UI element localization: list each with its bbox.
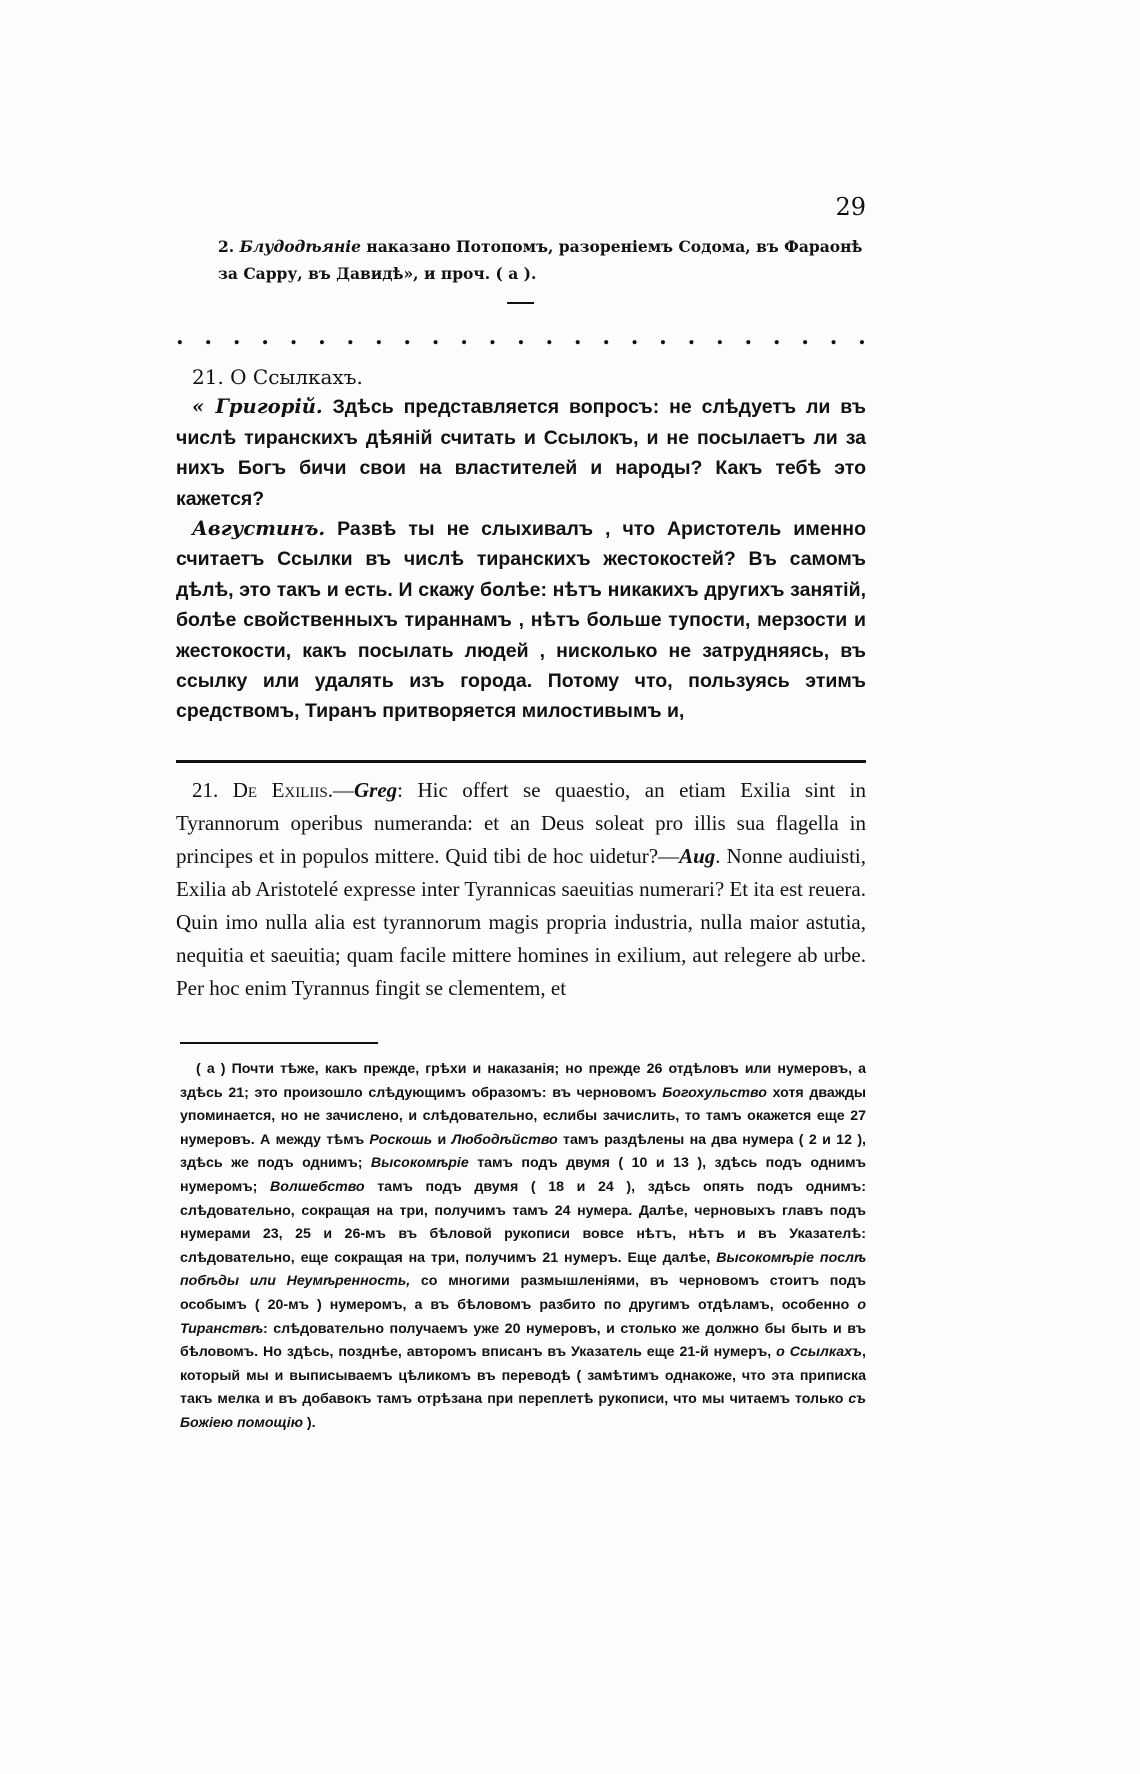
fn-italic: Роскошь bbox=[369, 1131, 433, 1148]
fn-italic: Высокомѣріе bbox=[370, 1155, 469, 1172]
speaker-aug: Aug bbox=[679, 844, 716, 868]
leader-dot: . bbox=[289, 324, 298, 350]
leader-dot: . bbox=[346, 324, 355, 350]
fn-italic: Любодѣйство bbox=[451, 1131, 558, 1148]
leader-dot: . bbox=[659, 324, 667, 350]
fn-text: ( а ) Почти тѣже, какъ прежде, грѣхи и наказанія; но прежде 26 отдѣловъ или нумеровъ, а здѣсь 21; это произошло слѣдующимъ образомъ: въ черновомъ bbox=[180, 1061, 866, 1101]
leader-dot: . bbox=[176, 324, 184, 350]
speaker-augustine: Августинъ. bbox=[192, 517, 326, 541]
footnote-paragraph bbox=[180, 1058, 866, 1436]
leader-dot: . bbox=[602, 324, 610, 350]
item-number: 2. bbox=[218, 237, 240, 256]
fn-text: тамъ раздѣлены на два нумера ( 2 и 12 ), здѣсь же подъ однимъ; bbox=[180, 1131, 866, 1172]
leader-dot: . bbox=[318, 324, 326, 350]
leader-dot: . bbox=[801, 324, 809, 350]
leader-dot: . bbox=[488, 324, 497, 350]
footnote bbox=[180, 1058, 866, 1436]
fn-italic: о Тиранствѣ bbox=[180, 1296, 866, 1337]
top-list-item bbox=[218, 233, 866, 287]
paragraph-text: . Nonne audiuisti, Exilia ab Aristotelé expresse inter Tyrannicas saeuitias numerari? Et ita est reuera. Quin imo nulla alia est tyrannorum magis propria industria, nulla maior astutia, nequitia et saeuitia; quam facile mittere homines in exilium, aut relegere ab urbe. Per hoc enim Tyrannus fingit se clementem, et bbox=[176, 844, 866, 1000]
item-title: Блудодѣяніе bbox=[239, 237, 361, 256]
item-text: наказано Потопомъ, разореніемъ Содома, въ Фараонѣ за Сарру, въ Давидѣ», и проч. ( а ). bbox=[218, 237, 863, 283]
leader-dot: . bbox=[630, 324, 639, 350]
section-heading-la: De Exiliis. bbox=[232, 778, 333, 802]
fn-text: со многими размышленіями, въ черновомъ стоитъ подъ особымъ ( 20-мъ ) нумеромъ, а въ бѣловомъ разбито по другимъ отдѣламъ, особенно bbox=[180, 1273, 866, 1313]
leader-dot: . bbox=[573, 324, 582, 350]
fn-italic: Богохульство bbox=[662, 1084, 767, 1101]
leader-dot: . bbox=[772, 324, 781, 350]
leader-dot: . bbox=[403, 324, 412, 350]
russian-section bbox=[176, 362, 866, 727]
leader-dot: . bbox=[744, 324, 753, 350]
section-divider-rule bbox=[176, 760, 866, 763]
fn-text: : слѣдовательно получаемъ уже 20 нумеровъ, и столько же должно бы быть и въ бѣловомъ. Но здѣсь, позднѣе, авторомъ вписанъ въ Указатель еще 21-й нумеръ, bbox=[180, 1320, 866, 1361]
fn-italic: Высокомѣріе послѣ побѣды или Неумѣренность, bbox=[180, 1249, 866, 1290]
paragraph-augustine-ru bbox=[176, 514, 866, 727]
leader-dot: . bbox=[431, 324, 440, 350]
fn-text: тамъ подъ двумя ( 10 и 13 ), здѣсь подъ однимъ нумеромъ; bbox=[180, 1155, 867, 1195]
leader-dot: . bbox=[460, 324, 468, 350]
paragraph-gregory-ru bbox=[176, 392, 866, 514]
fn-italic: Волшебство bbox=[270, 1178, 365, 1195]
leader-dot: . bbox=[829, 324, 838, 350]
paragraph-text: Развѣ ты не слыхивалъ , что Аристотель именно считаетъ Ссылки въ числѣ тиранскихъ жестокостей? Въ самомъ дѣлѣ, это такъ и есть. И скажу болѣе: нѣтъ никакихъ другихъ занятій, болѣе свойственныхъ тираннамъ , нѣтъ больше тупости, мерзости и жестокости, какъ посылать людей , нисколько не затрудняясь, въ ссылку или удалять изъ города. Потому что, пользуясь этимъ средствомъ, Тиранъ притворяется милостивымъ и, bbox=[176, 518, 866, 723]
leader-dot: . bbox=[374, 324, 383, 350]
leader-dot: . bbox=[545, 324, 554, 350]
fn-text: тамъ подъ двумя ( 18 и 24 ), здѣсь опять подъ однимъ: слѣдовательно, сокращая на три, получимъ тамъ 24 нумера. Далѣе, черновыхъ главъ подъ нумерами 23, 25 и 26-мъ въ бѣловой рукописи вовсе нѣтъ, нѣтъ и въ Указателѣ: слѣдовательно, еще сокращая на три, получимъ 21 нумеръ. Еще далѣе, bbox=[180, 1178, 866, 1266]
leader-dot: . bbox=[858, 324, 866, 350]
paragraph-latin bbox=[176, 774, 866, 1005]
fn-italic: о Ссылкахъ bbox=[776, 1344, 863, 1361]
footnote-rule bbox=[180, 1042, 378, 1044]
section-heading-ru: 21. О Ссылкахъ. bbox=[192, 365, 363, 389]
dash: — bbox=[658, 844, 680, 868]
short-dash-divider bbox=[507, 302, 534, 304]
fn-italic: съ Божіею помощію bbox=[180, 1391, 866, 1431]
leader-dot: . bbox=[232, 324, 241, 350]
dot-leader-row bbox=[176, 326, 866, 348]
speaker-gregory: « Григорій. bbox=[192, 395, 323, 419]
paragraph-text: Здѣсь представляется вопросъ: не слѣдуетъ ли въ числѣ тиранскихъ дѣяній считать и Ссылокъ, и не посылаетъ ли за нихъ Богъ бичи свои на властителей и народы? Какъ тебѣ это кажется? bbox=[176, 396, 866, 510]
fn-text: хотя дважды упоминается, но не зачислено, и слѣдовательно, еслибы зачислить, то тамъ окажется еще 27 нумеровъ. А между тѣмъ bbox=[180, 1084, 866, 1148]
fn-text: , который мы и выписываемъ цѣликомъ въ переводѣ ( замѣтимъ однакоже, что эта приписка такъ мелка и въ добавокъ тамъ отрѣзана при переплетѣ рукописи, что мы читаемъ только bbox=[180, 1344, 866, 1408]
fn-text: и bbox=[432, 1131, 452, 1148]
section-number-la: 21. bbox=[192, 778, 233, 802]
dash: — bbox=[332, 778, 354, 802]
leader-dot: . bbox=[716, 324, 724, 350]
fn-text: ). bbox=[302, 1414, 316, 1431]
leader-dot: . bbox=[204, 324, 213, 350]
leader-dot: . bbox=[261, 324, 269, 350]
leader-dot: . bbox=[687, 324, 696, 350]
page-number: 29 bbox=[835, 193, 866, 221]
latin-section bbox=[176, 774, 866, 1005]
paragraph-text: : Hic offert se quaestio, an etiam Exilia sint in Tyrannorum operibus numeranda: et an Deus soleat pro illis sua flagella in principes et in populos mittere. Quid tibi de hoc uidetur? bbox=[176, 778, 867, 868]
speaker-greg: Greg bbox=[353, 778, 398, 802]
leader-dot: . bbox=[517, 324, 525, 350]
